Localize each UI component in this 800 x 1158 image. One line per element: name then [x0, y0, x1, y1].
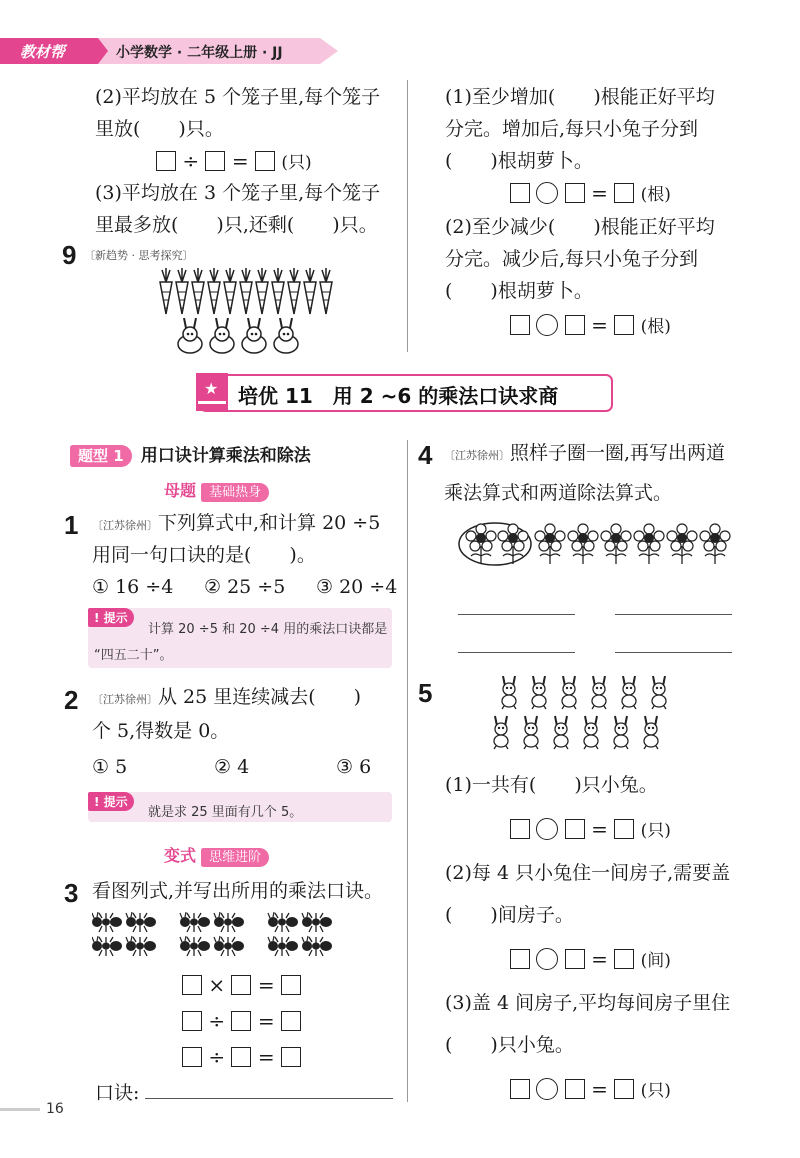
q4-answer-line[interactable]: [615, 652, 732, 653]
q4-answer-line[interactable]: [458, 652, 575, 653]
ant-icon: [180, 912, 210, 932]
ant-icon: [92, 936, 122, 956]
type-title: 用口诀计算乘法和除法: [140, 446, 311, 466]
q5-p1-equation: = (只): [510, 814, 671, 846]
q4-line2: 乘法算式和两道除法算式。: [444, 482, 673, 504]
answer-box[interactable]: [510, 819, 530, 839]
hint-label: ! 提示: [88, 608, 134, 627]
answer-box[interactable]: [565, 819, 585, 839]
q5-p2-equation: = (间): [510, 944, 671, 976]
top-p2-line2: 分完。减少后,每只小兔子分到: [445, 248, 699, 270]
rabbit-icon: [502, 676, 516, 709]
rabbit-icon: [622, 676, 636, 709]
answer-box[interactable]: [565, 949, 585, 969]
question-number-5: 5: [418, 678, 433, 708]
ants-illustration: [92, 912, 342, 962]
ant-icon: [92, 912, 122, 932]
operator-circle[interactable]: [536, 314, 558, 336]
answer-box[interactable]: [614, 819, 634, 839]
answer-box[interactable]: [281, 1011, 301, 1031]
ant-icon: [180, 936, 210, 956]
flower-icon: [568, 524, 598, 564]
q5-p3-line2: ( )只小兔。: [445, 1034, 574, 1056]
rabbit-icon: [644, 716, 658, 749]
q2-option-3[interactable]: ③ 6: [336, 756, 372, 778]
page-number: 16: [46, 1101, 64, 1117]
q5-p3-line1: (3)盖 4 间房子,平均每间房子里住: [445, 992, 731, 1014]
hint-1-line1: 计算 20 ÷5 和 20 ÷4 用的乘法口诀都是: [148, 622, 388, 637]
answer-box[interactable]: [231, 1011, 251, 1031]
top-q3-line1: (3)平均放在 3 个笼子里,每个笼子: [95, 182, 381, 204]
q3-text: 看图列式,并写出所用的乘法口诀。: [92, 880, 384, 902]
q3-equation-divide-1: ÷ =: [182, 1006, 301, 1036]
top-p1-line3: ( )根胡萝卜。: [445, 150, 593, 172]
rabbit-icon: [554, 716, 568, 749]
ant-icon: [214, 912, 244, 932]
hint-2-text: 就是求 25 里面有几个 5。: [148, 805, 303, 820]
q5-p1: (1)一共有( )只小兔。: [445, 774, 658, 796]
hint-box-1: [88, 608, 392, 668]
answer-box[interactable]: [231, 975, 251, 995]
carrots-illustration: [156, 268, 336, 316]
q4-line1: 〔江苏徐州〕照样子圈一圈,再写出两道: [444, 442, 726, 464]
header-title: 小学数学 · 二年级上册 · JJ: [116, 45, 283, 61]
q4-answer-line[interactable]: [615, 614, 732, 615]
q2-option-1[interactable]: ① 5: [92, 756, 128, 778]
rabbits-illustration: [176, 318, 306, 356]
operator-circle[interactable]: [536, 948, 558, 970]
q1-option-2[interactable]: ② 25 ÷5: [204, 576, 286, 598]
rabbit-icon: [178, 318, 202, 353]
answer-box[interactable]: [565, 315, 585, 335]
answer-box[interactable]: [281, 1047, 301, 1067]
flower-icon: [667, 524, 697, 564]
q1-line1: 〔江苏徐州〕下列算式中,和计算 20 ÷5: [92, 512, 381, 534]
flower-icon: [535, 524, 565, 564]
top-q2-equation: ÷ = (只): [156, 146, 312, 178]
section-title: 培优 11 用 2 ~6 的乘法口诀求商: [238, 384, 559, 408]
q2-line2: 个 5,得数是 0。: [92, 720, 230, 742]
ant-icon: [268, 912, 298, 932]
answer-box[interactable]: [156, 151, 176, 171]
q3-equation-multiply: × =: [182, 970, 301, 1000]
rabbit-icon: [592, 676, 606, 709]
answer-box[interactable]: [255, 151, 275, 171]
question-number-4: 4: [418, 440, 433, 470]
question-9-tag: 〔新趋势 · 思考探究〕: [84, 249, 194, 262]
flower-icon: [466, 524, 496, 564]
mother-label: 母题 基础热身: [164, 478, 269, 501]
header-bar: [0, 38, 340, 62]
answer-box[interactable]: [614, 315, 634, 335]
answer-box[interactable]: [614, 949, 634, 969]
question-number-3: 3: [64, 878, 79, 908]
flower-icon: [634, 524, 664, 564]
top-q2-line1: (2)平均放在 5 个笼子里,每个笼子: [95, 86, 381, 108]
flower-icon: [601, 524, 631, 564]
carrot-icon: [160, 268, 172, 314]
column-divider-top: [407, 80, 408, 352]
rabbit-icon: [614, 716, 628, 749]
header-badge: 教材帮: [20, 43, 66, 61]
operator-circle[interactable]: [536, 1078, 558, 1100]
question-number-9: 9: [62, 240, 77, 270]
ant-icon: [126, 936, 156, 956]
small-rabbits-illustration: [490, 676, 690, 756]
answer-box[interactable]: [614, 1079, 634, 1099]
q2-line1: 〔江苏徐州〕从 25 里连续减去( ): [92, 686, 362, 708]
mother-sub: 基础热身: [201, 483, 269, 502]
star-icon: ★: [204, 379, 219, 398]
top-q3-line2: 里最多放( )只,还剩( )只。: [95, 214, 378, 236]
q4-answer-line[interactable]: [458, 614, 575, 615]
q2-option-2[interactable]: ② 4: [214, 756, 250, 778]
q3-koujue-line[interactable]: [145, 1098, 393, 1099]
answer-box[interactable]: [231, 1047, 251, 1067]
answer-box[interactable]: [510, 315, 530, 335]
ant-icon: [302, 912, 332, 932]
answer-box[interactable]: [565, 1079, 585, 1099]
top-q2-line2: 里放( )只。: [95, 118, 224, 140]
hint-label: ! 提示: [88, 792, 134, 811]
ant-icon: [268, 936, 298, 956]
q1-line2: 用同一句口诀的是( )。: [92, 544, 316, 566]
flower-icon: [700, 524, 730, 564]
rabbit-icon: [494, 716, 508, 749]
answer-box[interactable]: [614, 183, 634, 203]
q5-p2-line2: ( )间房子。: [445, 904, 574, 926]
q3-koujue-label: 口诀:: [95, 1082, 140, 1104]
answer-box[interactable]: [182, 1011, 202, 1031]
hint-box-2: [88, 792, 392, 822]
column-divider-bottom: [407, 440, 408, 1102]
top-p2-line3: ( )根胡萝卜。: [445, 280, 593, 302]
operator-circle[interactable]: [536, 182, 558, 204]
answer-box[interactable]: [182, 1047, 202, 1067]
q3-equation-divide-2: ÷ =: [182, 1042, 301, 1072]
ant-icon: [126, 912, 156, 932]
rabbit-icon: [532, 676, 546, 709]
rabbit-icon: [562, 676, 576, 709]
hint-1-line2: “四五二十”。: [94, 648, 173, 663]
answer-box[interactable]: [510, 183, 530, 203]
answer-box[interactable]: [281, 975, 301, 995]
rabbit-icon: [584, 716, 598, 749]
top-p2-equation: = (根): [510, 310, 671, 342]
q1-option-1[interactable]: ① 16 ÷4: [92, 576, 174, 598]
top-p1-line2: 分完。增加后,每只小兔子分到: [445, 118, 699, 140]
flower-icon: [498, 524, 528, 564]
type-badge: 题型 1: [70, 445, 132, 467]
operator-circle[interactable]: [536, 818, 558, 840]
q5-p3-equation: = (只): [510, 1074, 671, 1106]
ant-icon: [302, 936, 332, 956]
answer-box[interactable]: [510, 1079, 530, 1099]
footer-bar: [0, 1108, 40, 1111]
answer-box[interactable]: [205, 151, 225, 171]
q1-option-3[interactable]: ③ 20 ÷4: [316, 576, 398, 598]
top-p2-line1: (2)至少减少( )根能正好平均: [445, 216, 715, 238]
type-heading: [70, 441, 311, 466]
section-banner: [196, 373, 616, 413]
q5-p2-line1: (2)每 4 只小兔住一间房子,需要盖: [445, 862, 731, 884]
answer-box[interactable]: [182, 975, 202, 995]
question-number-1: 1: [64, 510, 79, 540]
answer-box[interactable]: [565, 183, 585, 203]
flowers-illustration: [458, 522, 738, 572]
top-p1-equation: = (根): [510, 178, 671, 210]
answer-box[interactable]: [510, 949, 530, 969]
rabbit-icon: [524, 716, 538, 749]
ant-icon: [214, 936, 244, 956]
rabbit-icon: [652, 676, 666, 709]
variant-sub: 思维进阶: [201, 848, 269, 867]
variant-label: 变式 思维进阶: [164, 843, 269, 866]
question-number-2: 2: [64, 685, 79, 715]
top-p1-line1: (1)至少增加( )根能正好平均: [445, 86, 715, 108]
